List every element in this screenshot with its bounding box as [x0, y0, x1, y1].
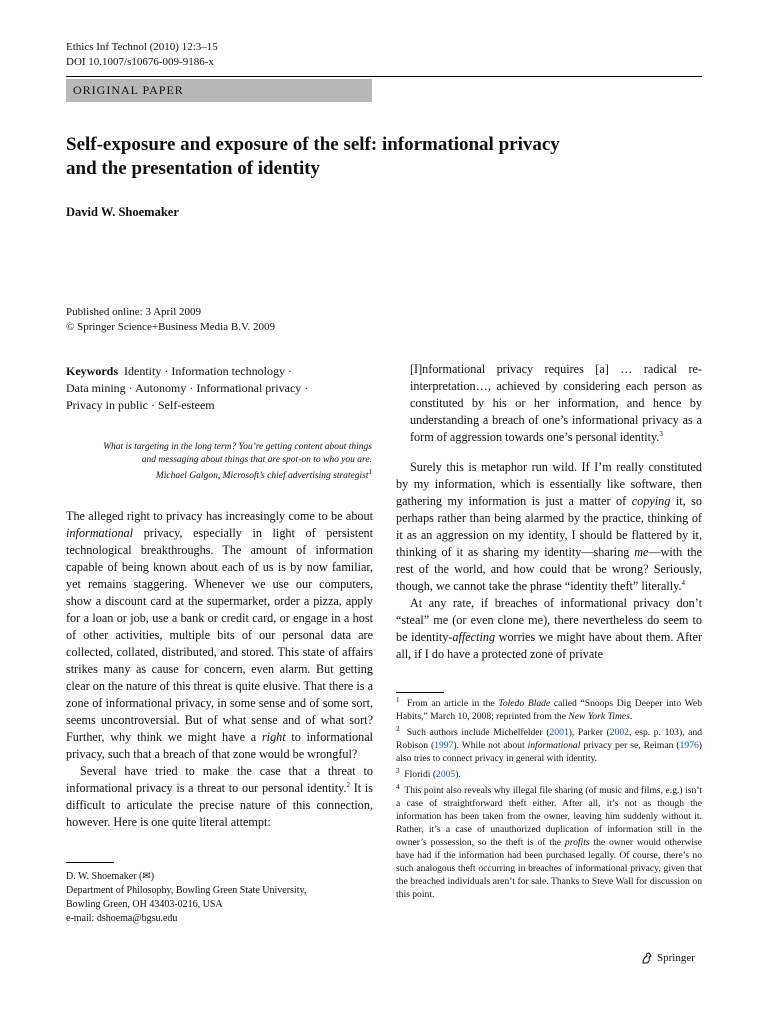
paragraph-1: The alleged right to privacy has increasingly come to be about informational privacy, especially in light of persistent technological breakthroughs. The amount of information capable of being known about each of us is by now familiar, yet remains staggering. Whenever we use our computers, show a discount card at the supermarket, order a pizza, apply for a loan or job, use a bank or credit card, or engage in a host of other activities, multiple bits of our personal data are collected, collated, distributed, and stored. This state of affairs strikes many as cause for concern, even alarm. But getting clear on the nature of this threat is quite elusive. That there is a zone of informational privacy, in some sense and of some sort, seems uncontroversial. But of what sense and of what sort? Further, why think we might have a right to informational privacy, such that a breach of that zone would be wrongful? [66, 509, 373, 761]
footnote-ref-3[interactable]: 3 [659, 429, 663, 438]
keywords-line-1: Identity · Information technology · [124, 364, 292, 378]
paragraph-2: Several have tried to make the case that a threat to informational privacy is a threat to our personal identity.$^2$ It is difficult to articulate the precise nature of this connection, however. Here is one quite literal attempt: [66, 764, 373, 829]
keywords-block [66, 363, 366, 414]
footnote-ref-2[interactable]: 2 [346, 780, 350, 789]
journal-citation: Ethics Inf Technol (2010) 12:3–15 [66, 41, 218, 53]
footnote-1: $^1$ From an article in the Toledo Blade called “Snoops Dig Deeper into Web Habits,” March 10, 2008; reprinted from the New York Times. [396, 695, 702, 722]
springer-horse-icon [640, 951, 654, 965]
doi: DOI 10.1007/s10676-009-9186-x [66, 56, 214, 68]
epigraph-line-1: What is targeting in the long term? You’re getting content about things [103, 442, 372, 452]
article-type-label: ORIGINAL PAPER [73, 83, 184, 97]
email[interactable]: e-mail: dshoema@bgsu.edu [66, 913, 178, 924]
publication-info [66, 305, 275, 335]
citation-link[interactable]: 1997 [434, 740, 454, 751]
footnotes [396, 697, 702, 904]
journal-info [66, 40, 218, 70]
keywords-label: Keywords [66, 364, 118, 378]
title-line-2: and the presentation of identity [66, 158, 321, 179]
right-column [396, 361, 702, 663]
publisher-logo [640, 951, 695, 965]
copyright: © Springer Science+Business Media B.V. 2009 [66, 321, 275, 333]
department: Department of Philosophy, Bowling Green State University, [66, 885, 307, 896]
block-quote: [I]nformational privacy requires [a] … radical re-interpretation…, achieved by considering each person as constituted by his or her information, and hence by understanding a breach of one’s informational privacy as a form of aggression towards one’s personal identity.$^3$ [410, 362, 702, 444]
epigraph [66, 441, 372, 483]
paragraph-3: Surely this is metaphor run wild. If I’m really constituted by my information, which is essentially like software, then gathering my information is just a matter of copying it, so perhaps rather than being alarmed by the practice, thinking of it as an aggression on my identity, I should be flattered by it, thinking of it as sharing my identity—sharing me—with the rest of the world, and how could that be wrong? Seriously, though, we cannot take the phrase “identity theft” literally.$^4$ [396, 460, 703, 593]
title-line-1: Self-exposure and exposure of the self: informational privacy [66, 134, 560, 155]
address: Bowling Green, OH 43403-0216, USA [66, 899, 223, 910]
corresponding-author: D. W. Shoemaker (✉) [66, 871, 155, 882]
affiliation-rule [66, 862, 114, 863]
footnote-2: $^2$ Such authors include Michelfelder (2001), Parker (2002, esp. p. 103), and Robison (1997). While not about informational privacy per se, Reiman (1976) also tries to connect privacy in general with identity. [396, 724, 703, 764]
epigraph-line-2: and messaging about things that are spot-on to who you are. [141, 455, 372, 465]
citation-link[interactable]: 1976 [679, 740, 699, 751]
footnote-rule [396, 692, 444, 693]
left-column [66, 508, 373, 831]
header-rule [66, 76, 702, 77]
affiliation-block [66, 870, 373, 926]
keywords-line-3: Privacy in public · Self-esteem [66, 398, 215, 412]
published-date: Published online: 3 April 2009 [66, 306, 202, 318]
epigraph-attribution: Michael Galgon, Microsoft’s chief advertising strategist$^1$ [155, 467, 372, 481]
author-name: David W. Shoemaker [66, 205, 179, 219]
footnote-ref-1[interactable]: 1 [368, 467, 372, 476]
paper-title [66, 133, 686, 181]
citation-link[interactable]: 2001 [549, 727, 569, 738]
footnote-3: $^3$ Floridi (2005). [396, 766, 461, 780]
keywords-line-2: Data mining · Autonomy · Informational privacy · [66, 381, 309, 395]
article-type-banner [66, 79, 372, 102]
publisher-name: Springer [657, 952, 695, 964]
footnote-ref-4[interactable]: 4 [681, 578, 686, 587]
footnote-4: $^4$ This point also reveals why illegal file sharing (of music and films, e.g.) isn’t a case of straightforward theft either. After all, it’s not as though the information has been taken from the owner, leaving him suddenly without it. Rather, it’s a case of unauthorized duplication of information still in the owner’s possession, so the theft is of the profits the owner would otherwise have had if the information had been purchased legally. Of course, there’s no such analogous theft occurring in breaches of informational privacy, given that the breached individuals aren’t for sale. Thanks to Steve Wall for discussion on this point. [396, 782, 702, 900]
paragraph-4: At any rate, if breaches of informational privacy don’t “steal” me (or even clone me), there nevertheless do seem to be identity-affecting worries we might have about them. After all, if I do have a protected zone of private [396, 596, 703, 661]
citation-link[interactable]: 2005 [436, 769, 456, 780]
citation-link[interactable]: 2002 [609, 727, 629, 738]
